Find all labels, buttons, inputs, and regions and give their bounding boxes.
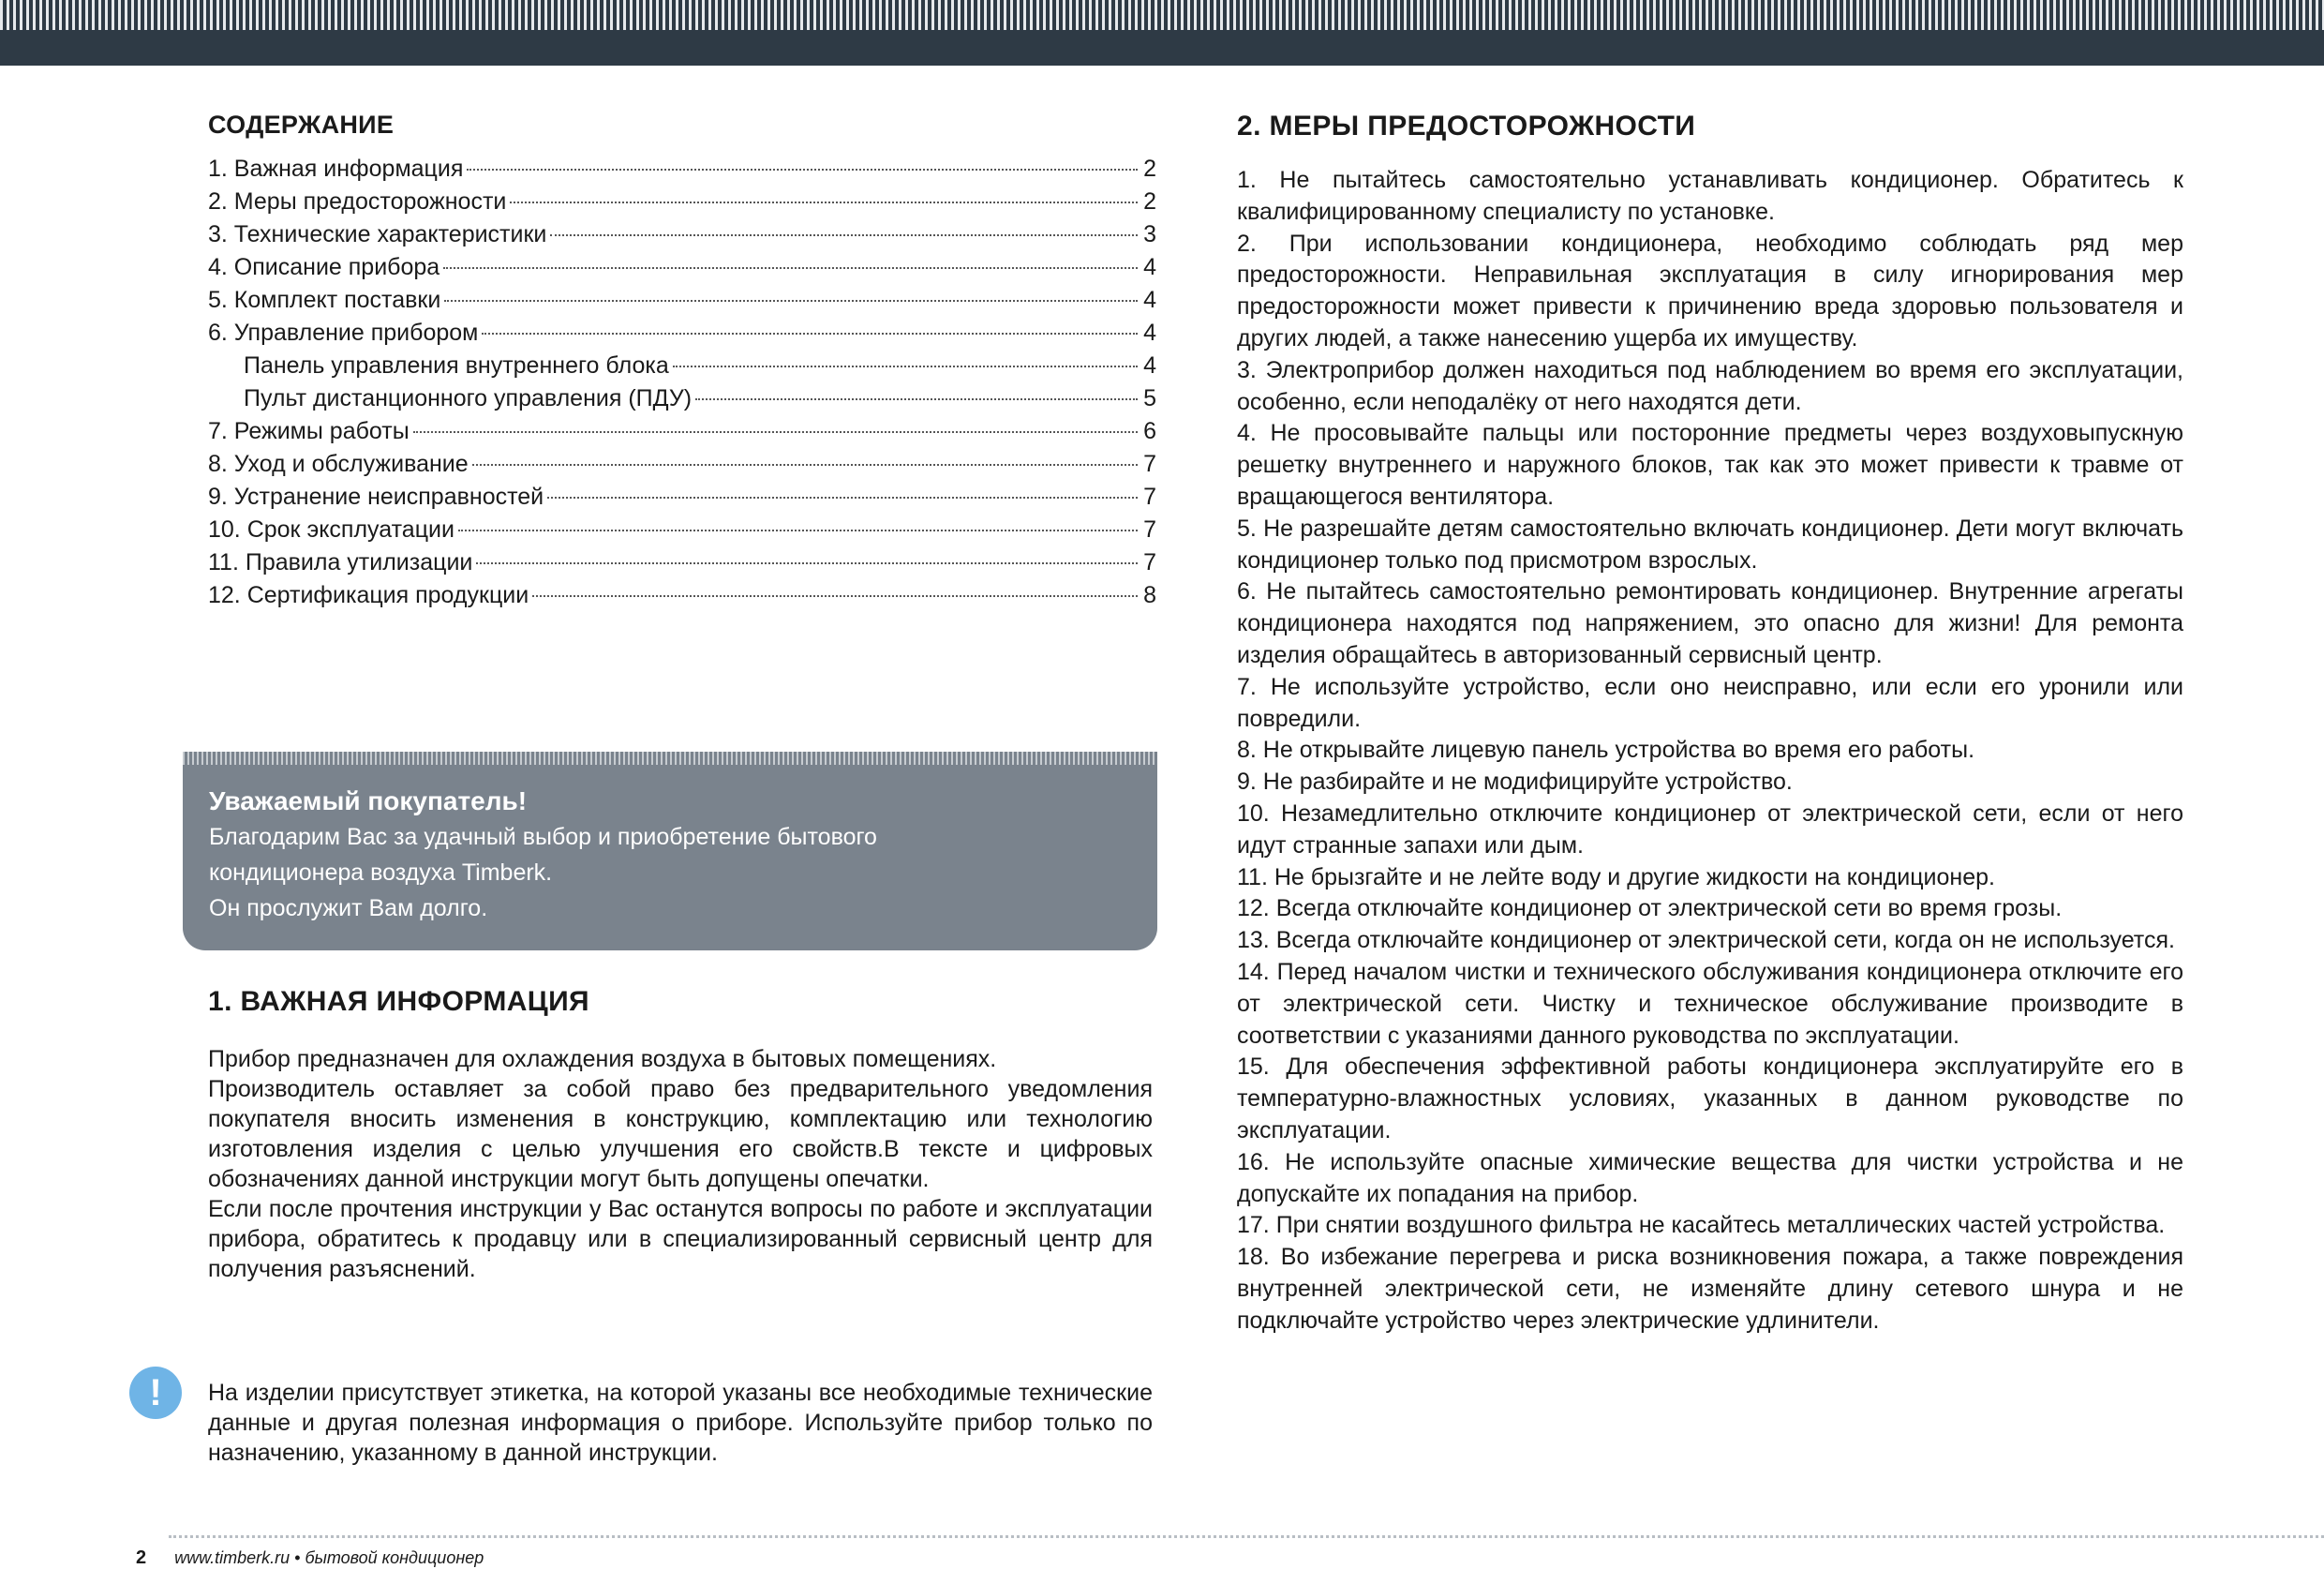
- paragraph: Производитель оставляет за собой право без предварительного уведомления покупателя вносить изменения в конструкцию, комплектацию или технологию изготовления изделия с целью улучшения его свойств.В тексте и цифровых обозначениях данной инструкции могут быть допущены опечатки.: [208, 1076, 1153, 1192]
- toc-item[interactable]: [208, 415, 1156, 448]
- section-important-info: [208, 986, 1153, 1284]
- toc-item-label: 10. Срок эксплуатации: [208, 516, 454, 543]
- precaution-item: 5. Не разрешайте детям самостоятельно включать кондиционер. Дети могут включать кондиционер только под присмотром взрослых.: [1237, 515, 2183, 574]
- precaution-item: 8. Не открывайте лицевую панель устройства во время его работы.: [1237, 737, 1975, 764]
- precaution-item: 17. При снятии воздушного фильтра не касайтесь металлических частей устройства.: [1237, 1212, 2166, 1239]
- toc-item-page: 4: [1143, 254, 1156, 280]
- precaution-item: 16. Не используйте опасные химические вещества для чистки устройства и не допускайте их попадания на прибор.: [1237, 1148, 2183, 1207]
- toc-item[interactable]: [208, 186, 1156, 218]
- toc-item-page: 6: [1143, 418, 1156, 444]
- precaution-item: 14. Перед началом чистки и технического обслуживания кондиционера отключите его от электрической сети. Чистку и техническое обслуживание производите в соответствии с указаниями данного руководства по эксплуатации.: [1237, 958, 2183, 1049]
- toc-item[interactable]: [208, 514, 1156, 546]
- toc-item[interactable]: [208, 153, 1156, 186]
- greeting-line: кондиционера воздуха Timberk.: [209, 859, 553, 886]
- precaution-item: 1. Не пытайтесь самостоятельно устанавливать кондиционер. Обратитесь к квалифицированному специалисту по установке.: [1237, 167, 2183, 225]
- toc-leader: [550, 234, 1138, 236]
- precaution-item: 15. Для обеспечения эффективной работы кондиционера эксплуатируйте его в температурно-влажностных условиях, указанных в данном руководстве по эксплуатации.: [1237, 1053, 2183, 1143]
- precaution-item: 18. Во избежание перегрева и риска возникновения пожара, а также повреждения внутренней электрической сети, не изменяйте длину сетевого шнура и не подключайте устройство через электрические удлинители.: [1237, 1244, 2183, 1334]
- toc-leader: [472, 464, 1138, 466]
- paragraph: Прибор предназначен для охлаждения воздуха в бытовых помещениях.: [208, 1046, 997, 1072]
- toc-item-page: 4: [1143, 320, 1156, 346]
- greeting-line: Благодарим Вас за удачный выбор и приобретение бытового: [209, 824, 877, 850]
- toc-leader: [467, 169, 1138, 171]
- toc-item-page: 7: [1143, 549, 1156, 575]
- page-number: 2: [136, 1547, 147, 1568]
- precaution-item: 12. Всегда отключайте кондиционер от электрической сети во время грозы.: [1237, 895, 2063, 922]
- precaution-item: 9. Не разбирайте и не модифицируйте устройство.: [1237, 769, 1793, 796]
- greeting-line: Он прослужит Вам долго.: [209, 895, 488, 921]
- section-precautions: [1237, 111, 2183, 1337]
- toc-leader: [673, 366, 1138, 367]
- toc-item-page: 2: [1143, 156, 1156, 182]
- table-of-contents: [208, 111, 1156, 612]
- greeting-stripes: [183, 752, 1157, 765]
- toc-item-label: 1. Важная информация: [208, 156, 464, 182]
- toc-item[interactable]: [208, 218, 1156, 251]
- footer-divider: [169, 1535, 2324, 1538]
- toc-item-label: 6. Управление прибором: [208, 320, 479, 346]
- toc-item-page: 4: [1143, 287, 1156, 313]
- toc-item-label: Панель управления внутреннего блока: [244, 352, 669, 379]
- toc-item[interactable]: [208, 546, 1156, 579]
- precaution-item: 6. Не пытайтесь самостоятельно ремонтировать кондиционер. Внутренние агрегаты кондиционера находятся под напряжением, это опасно для жизни! Для ремонта изделия обращайтесь в авторизованный сервисный центр.: [1237, 578, 2183, 668]
- toc-leader: [532, 595, 1138, 597]
- section-title: 2. МЕРЫ ПРЕДОСТОРОЖНОСТИ: [1237, 111, 1696, 142]
- toc-item-page: 2: [1143, 188, 1156, 215]
- toc-item-label: 4. Описание прибора: [208, 254, 440, 280]
- toc-leader: [458, 530, 1138, 531]
- toc-leader: [547, 497, 1138, 499]
- toc-item-label: 9. Устранение неисправностей: [208, 484, 544, 510]
- toc-item[interactable]: [208, 481, 1156, 514]
- header-band: [0, 0, 2324, 66]
- page-footer: [136, 1547, 484, 1569]
- toc-item-label: 8. Уход и обслуживание: [208, 451, 469, 477]
- footer-site-link[interactable]: www.timberk.ru • бытовой кондиционер: [174, 1548, 484, 1567]
- greeting-box: [183, 752, 1157, 950]
- toc-leader: [482, 333, 1138, 335]
- toc-leader: [413, 431, 1138, 433]
- toc-leader: [443, 267, 1138, 269]
- header-stripes: [0, 0, 2324, 30]
- toc-item-page: 7: [1143, 451, 1156, 477]
- precaution-item: 3. Электроприбор должен находиться под наблюдением во время его эксплуатации, особенно, если неподалёку от него находятся дети.: [1237, 356, 2183, 415]
- toc-item-page: 5: [1143, 385, 1156, 411]
- toc-item[interactable]: [208, 317, 1156, 350]
- toc-item-label: 12. Сертификация продукции: [208, 582, 529, 608]
- toc-item-page: 4: [1143, 352, 1156, 379]
- toc-subitem[interactable]: [208, 382, 1156, 415]
- toc-leader: [510, 202, 1138, 203]
- toc-item-page: 7: [1143, 484, 1156, 510]
- toc-item-label: 11. Правила утилизации: [208, 549, 473, 575]
- toc-item-label: 2. Меры предосторожности: [208, 188, 507, 215]
- toc-item-label: 7. Режимы работы: [208, 418, 410, 444]
- toc-item-page: 3: [1143, 221, 1156, 247]
- precaution-item: 10. Незамедлительно отключите кондиционер от электрической сети, если от него идут странные запахи или дым.: [1237, 799, 2183, 859]
- toc-item[interactable]: [208, 284, 1156, 317]
- toc-item[interactable]: [208, 579, 1156, 612]
- toc-leader: [695, 398, 1138, 400]
- toc-subitem[interactable]: [208, 350, 1156, 382]
- paragraph: Если после прочтения инструкции у Вас останутся вопросы по работе и эксплуатации прибора, обратитесь к продавцу или в специализированный сервисный центр для получения разъяснений.: [208, 1196, 1153, 1282]
- toc-title: СОДЕРЖАНИЕ: [208, 111, 395, 139]
- precaution-item: 13. Всегда отключайте кондиционер от электрической сети, когда он не используется.: [1237, 927, 2175, 954]
- exclamation-icon: !: [129, 1367, 182, 1419]
- section-title: 1. ВАЖНАЯ ИНФОРМАЦИЯ: [208, 986, 590, 1017]
- toc-item-label: 3. Технические характеристики: [208, 221, 547, 247]
- toc-leader: [444, 300, 1138, 302]
- label-notice: На изделии присутствует этикетка, на которой указаны все необходимые технические данные и другая полезная информация о приборе. Используйте прибор только по назначению, указанному в данной инструкции.: [208, 1380, 1153, 1466]
- toc-item-label: 5. Комплект поставки: [208, 287, 441, 313]
- precaution-item: 11. Не брызгайте и не лейте воду и другие жидкости на кондиционер.: [1237, 863, 1995, 890]
- toc-item-label: Пульт дистанционного управления (ПДУ): [244, 385, 693, 411]
- precaution-item: 7. Не используйте устройство, если оно неисправно, или если его уронили или повредили.: [1237, 673, 2183, 732]
- greeting-title: Уважаемый покупатель!: [209, 786, 528, 815]
- toc-item-page: 8: [1143, 582, 1156, 608]
- toc-item[interactable]: [208, 448, 1156, 481]
- precaution-item: 2. При использовании кондиционера, необходимо соблюдать ряд мер предосторожности. Неправильная эксплуатация в силу игнорирования мер предосторожности может привести к причинению вреда здоровью пользователя и других людей, а также нанесению ущерба их имуществу.: [1237, 230, 2183, 351]
- precaution-item: 4. Не просовывайте пальцы или посторонние предметы через воздуховыпускную решетку внутреннего и наружного блоков, так как это может привести к травме от вращающегося вентилятора.: [1237, 420, 2183, 510]
- toc-item-page: 7: [1143, 516, 1156, 543]
- toc-leader: [476, 562, 1138, 564]
- toc-item[interactable]: [208, 251, 1156, 284]
